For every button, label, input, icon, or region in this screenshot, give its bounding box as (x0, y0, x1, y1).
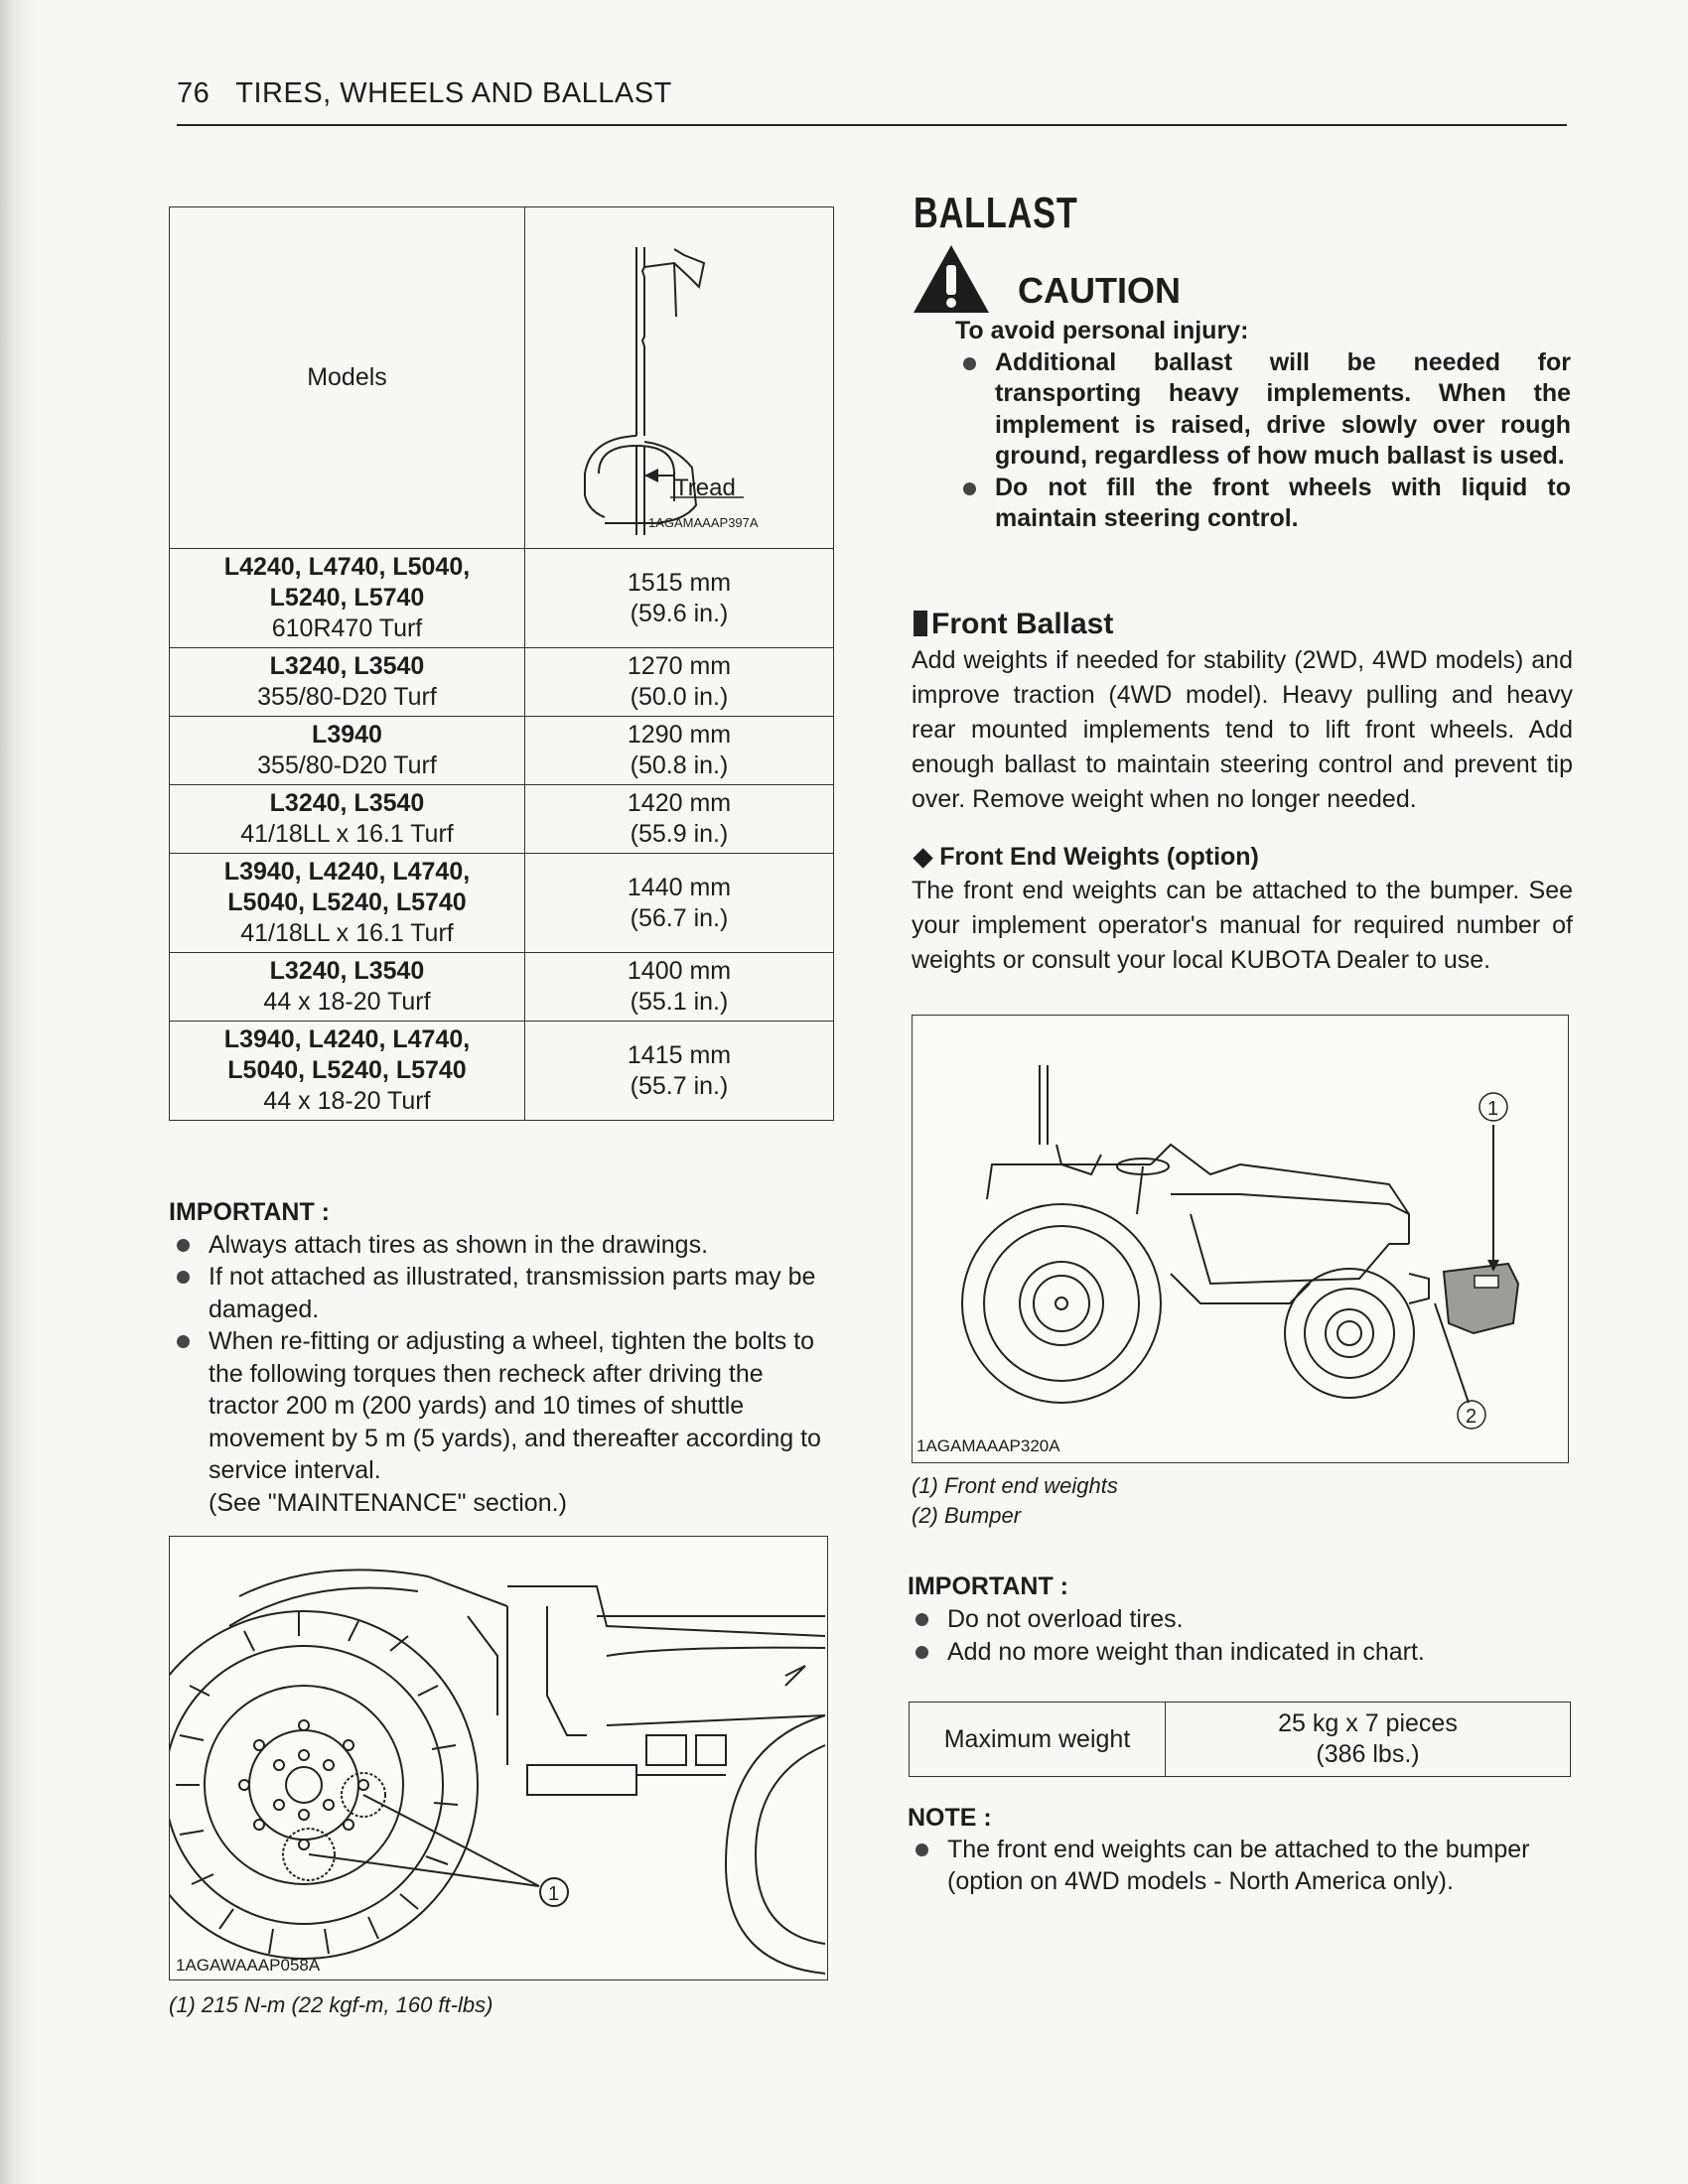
table-row (170, 717, 834, 785)
wheel-figure-caption: (1) 215 N-m (22 kgf-m, 160 ft-lbs) (169, 1992, 493, 2017)
header-rule (177, 124, 1567, 126)
see-maintenance-ref: (See "MAINTENANCE" section.) (209, 1488, 567, 1517)
tractor-illustration (913, 1016, 1568, 1462)
important-block-left (169, 1196, 834, 1519)
callout-2: 2 (1466, 1406, 1477, 1428)
max-weight-value: 25 kg x 7 pieces (386 lbs.) (1166, 1703, 1571, 1777)
row-models: L3240, L3540 (269, 789, 425, 817)
caution-item: Do not fill the front wheels with liquid to maintain steering control. (955, 473, 1571, 535)
caption-bumper: (2) Bumper (912, 1503, 1022, 1528)
front-ballast-text: Add weights if needed for stability (2WD, 4WD models) and improve traction (4WD model). Heavy pulling and heavy rear mounted implements tend to lift front wheels. Add enough ballast to maintain steering control and prevent tip over. Remove weight when no longer needed. (912, 646, 1573, 813)
wheel-figure-code: 1AGAWAAAP058A (176, 1956, 321, 1975)
ballast-heading: BALLAST (914, 189, 1078, 237)
caution-intro: To avoid personal injury: (955, 317, 1249, 344)
important-item: When re-fitting or adjusting a wheel, tighten the bolts to the following torques then recheck after driving the tractor 200 m (200 yards) and 10 times of shuttle movement by 5 m (5 yards), and thereafter according to service interval. (169, 1325, 834, 1487)
front-weights-figure (912, 1015, 1569, 1463)
row-tread: 1400 mm (55.1 in.) (525, 953, 834, 1022)
row-tire: 41/18LL x 16.1 Turf (240, 919, 454, 947)
models-header: Models (170, 207, 525, 549)
max-weight-label: Maximum weight (910, 1703, 1166, 1777)
tread-figure-cell (525, 207, 834, 549)
row-tread: 1270 mm (50.0 in.) (525, 648, 834, 717)
row-tread: 1415 mm (55.7 in.) (525, 1022, 834, 1121)
row-tire: 355/80-D20 Turf (257, 683, 437, 711)
important-item: If not attached as illustrated, transmission parts may be damaged. (169, 1261, 834, 1325)
warning-triangle-icon (912, 241, 1011, 317)
diamond-icon: ◆ (914, 843, 933, 871)
row-tread: 1290 mm (50.8 in.) (525, 717, 834, 785)
tractor-figure-code: 1AGAMAAAP320A (916, 1436, 1060, 1455)
row-models: L3940, L4240, L4740, L5040, L5240, L5740 (223, 858, 471, 916)
tread-diagram (525, 207, 833, 540)
page-binding-edge (0, 0, 38, 2184)
callout-1: 1 (548, 1883, 560, 1905)
row-tire: 44 x 18-20 Turf (263, 988, 431, 1016)
important-item: Always attach tires as shown in the drawings. (169, 1229, 834, 1262)
row-models: L3240, L3540 (269, 652, 425, 680)
caution-item: Additional ballast will be needed for transporting heavy implements. When the implement is raised, drive slowly over rough ground, regardless of how much ballast is used. (955, 347, 1571, 473)
wheel-torque-figure (169, 1536, 828, 1980)
important-label: IMPORTANT : (169, 1198, 331, 1226)
row-tire: 44 x 18-20 Turf (263, 1087, 431, 1115)
row-models: L3240, L3540 (269, 957, 425, 985)
caption-front-end-weights: (1) Front end weights (912, 1473, 1118, 1498)
chapter-title: TIRES, WHEELS AND BALLAST (235, 77, 672, 109)
front-end-weights-heading: ◆ Front End Weights (option) (914, 843, 1259, 871)
table-row (170, 785, 834, 854)
page-number: 76 (177, 77, 211, 109)
note-item: The front end weights can be attached to the bumper (option on 4WD models - North America only). (908, 1834, 1583, 1897)
row-tire: 355/80-D20 Turf (257, 751, 437, 779)
row-tread: 1440 mm (56.7 in.) (525, 854, 834, 953)
caution-heading: CAUTION (1018, 270, 1181, 311)
row-tread: 1515 mm (59.6 in.) (525, 549, 834, 648)
tread-table (169, 206, 834, 1121)
wheel-illustration (170, 1537, 827, 1979)
max-weight-table (909, 1702, 1571, 1777)
tread-figure-code: 1AGAMAAAP397A (648, 515, 759, 530)
front-end-weights-text: The front end weights can be attached to the bumper. See your implement operator's manual for required number of weights or consult your local KUBOTA Dealer to use. (912, 877, 1573, 974)
caution-body (955, 316, 1571, 535)
tread-label: Tread (674, 475, 736, 501)
callout-1: 1 (1487, 1098, 1499, 1120)
note-label: NOTE : (908, 1804, 992, 1832)
row-models: L3940, L4240, L4740, L5040, L5240, L5740 (223, 1025, 471, 1084)
important-label: IMPORTANT : (908, 1572, 1069, 1600)
table-row (170, 549, 834, 648)
table-row (170, 648, 834, 717)
section-square-icon (914, 611, 927, 636)
note-block (908, 1802, 1583, 1897)
row-tire: 41/18LL x 16.1 Turf (240, 820, 454, 848)
tread-table-header (170, 207, 834, 549)
row-tire: 610R470 Turf (271, 614, 423, 642)
row-models: L4240, L4740, L5040, L5240, L5740 (223, 553, 471, 612)
important-item: Add no more weight than indicated in chart. (908, 1636, 1503, 1669)
important-item: Do not overload tires. (908, 1603, 1503, 1636)
front-ballast-heading: Front Ballast (914, 608, 1113, 641)
row-models: L3940 (312, 721, 382, 749)
row-tread: 1420 mm (55.9 in.) (525, 785, 834, 854)
table-row (910, 1703, 1571, 1777)
important-block-right (908, 1570, 1503, 1669)
table-row (170, 953, 834, 1022)
table-row (170, 1022, 834, 1121)
page-header (177, 77, 672, 110)
table-row (170, 854, 834, 953)
